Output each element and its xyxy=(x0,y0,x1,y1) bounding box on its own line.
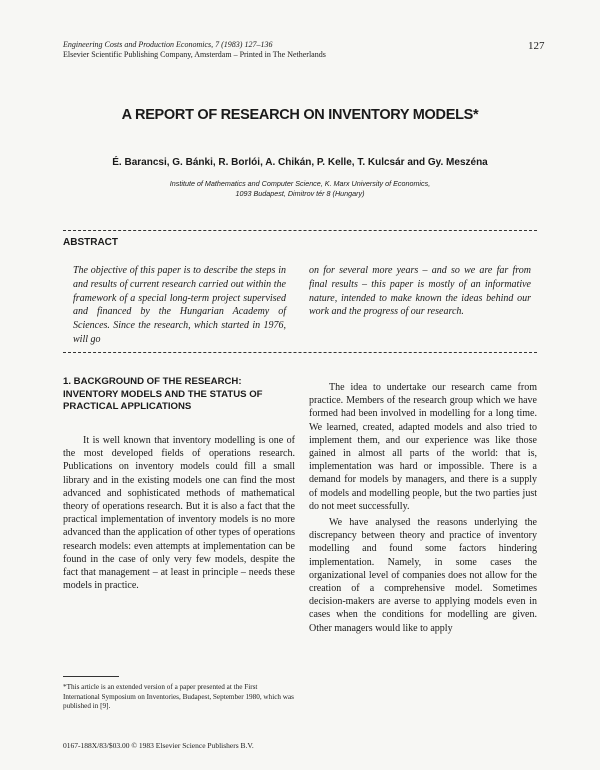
journal-citation: Engineering Costs and Production Economics, 7 (1983) 127–136 xyxy=(63,40,273,49)
footnote: *This article is an extended version of a paper presented at the First International Symposium on Inventories, Budapest, September 1980, which was published in [9]. xyxy=(63,683,294,710)
affiliation-line-2: 1093 Budapest, Dimitrov tér 8 (Hungary) xyxy=(235,189,365,198)
author-list: É. Barancsi, G. Bánki, R. Borlói, A. Chikán, P. Kelle, T. Kulcsár and Gy. Meszéna xyxy=(112,157,488,168)
affiliation-line-1: Institute of Mathematics and Computer Science, K. Marx University of Economics, xyxy=(169,179,431,188)
abstract-column-2: on for several more years – and so we are far from final results – this paper is mostly of an informative nature, intended to make known the ideas behind our work and the progress of our research. xyxy=(309,265,531,318)
rule-bottom xyxy=(63,352,537,353)
right-column xyxy=(309,381,537,635)
publisher-line: Elsevier Scientific Publishing Company, Amsterdam – Printed in The Netherlands xyxy=(63,50,326,59)
left-paragraph: It is well known that inventory modelling is one of the most developed fields of operations research. Publications on inventory models could fill a small library and in the existing models one can find the most advanced and sophisticated methods of mathematical theory of operations research. But it is also a fact that the practical implementation of inventory models is no more advanced than the application of other types of operations research models: even attempts at implementation can be found in the case of only very few models, despite the fact that management – at least in principle – needs these models in practice. xyxy=(63,435,295,592)
copyright-line: 0167-188X/83/$03.00 © 1983 Elsevier Science Publishers B.V. xyxy=(63,741,254,750)
affiliation xyxy=(0,179,600,199)
right-paragraph-1: The idea to undertake our research came from practice. Members of the research group which we have formed had been involved in modelling for a long time. We learned, created, adapted models and also tried to implement them, and our experience was like those gained in almost all parts of the world: that is, implementation was hard or impossible. There is a demand for models by managers, and there is a supply of models and modelling people, but the two parties just do not meet successfully. xyxy=(309,382,537,512)
left-column xyxy=(63,434,295,592)
abstract-heading: ABSTRACT xyxy=(63,237,118,248)
page-number: 127 xyxy=(528,40,545,52)
footnote-rule xyxy=(63,676,119,677)
right-paragraph-2: We have analysed the reasons underlying the discrepancy between theory and practice of inventory modelling and found some factors hindering implementation. Namely, in some cases the organizational level of companies does not allow for the creation of a comprehensive model. Sometimes decision-makers are averse to applying models even in cases when the conditions for modelling are given. Other managers would like to apply xyxy=(309,517,537,634)
section-heading: 1. BACKGROUND OF THE RESEARCH: INVENTORY MODELS AND THE STATUS OF PRACTICAL APPLICATIONS xyxy=(63,376,263,412)
abstract-column-1: The objective of this paper is to describe the steps in and results of current research carried out within the framework of a special long-term project supervised and financed by the Hungarian Academy of Sciences. Since the research, which started in 1976, will go xyxy=(73,265,286,345)
rule-top xyxy=(63,230,537,231)
journal-header xyxy=(63,40,326,60)
paper-title: A REPORT OF RESEARCH ON INVENTORY MODELS* xyxy=(121,107,479,123)
